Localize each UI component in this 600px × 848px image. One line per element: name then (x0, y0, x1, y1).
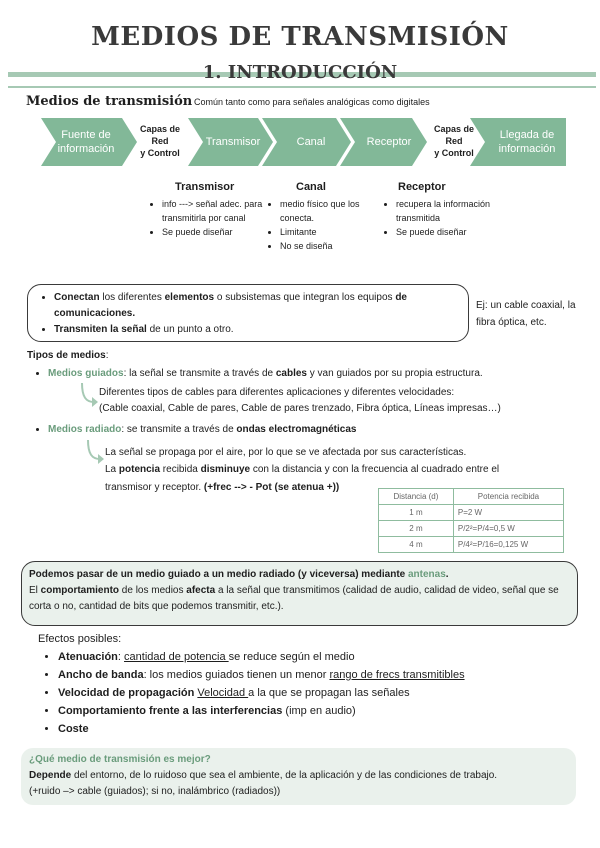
col-transmisor-list (148, 197, 270, 239)
effects-list (40, 648, 598, 738)
flow-source: Fuente de información (57, 129, 115, 155)
table-row (379, 521, 564, 537)
col-canal-list (266, 197, 378, 253)
list-item: • Transmiten la señal de un punto a otro. (54, 322, 460, 338)
list-item: • Ancho de banda: los medios guiados tienen un menor rango de frecs transmitibles (58, 666, 598, 684)
flow-transmitter: Transmisor (205, 136, 261, 148)
page-title: MEDIOS DE TRANSMISIÓN (91, 22, 509, 52)
list-item: • Velocidad de propagación Velocidad a la que se propagan las señales (58, 684, 598, 702)
list-item: • recupera la información transmitida (396, 197, 492, 225)
col-transmisor-heading: Transmisor (175, 181, 235, 193)
radiated-item (30, 422, 600, 438)
list-item: • info ---> señal adec. para transmitirla por canal (162, 197, 270, 225)
list-item: • medio físico que los conecta. (280, 197, 378, 225)
section-heading: Medios de transmisión (26, 94, 193, 109)
guided-item (30, 366, 600, 382)
table-header: Distancia (d) (379, 489, 454, 505)
types-heading: Tipos de medios: (27, 350, 109, 361)
power-table (378, 488, 564, 553)
radiated-detail-2: La potencia recibida disminuye con la distancia y con la frecuencia al cuadrado entre el (105, 464, 500, 475)
arrow-curve-icon (86, 440, 104, 466)
col-canal-heading: Canal (296, 181, 326, 193)
list-item: • Se puede diseñar (162, 225, 270, 239)
table-cell: 1 m (379, 505, 454, 521)
col-receptor-heading: Receptor (398, 181, 446, 193)
effects-heading: Efectos posibles: (38, 633, 122, 645)
list-item: • Medios guiados: la señal se transmite a través de cables y van guiados por su propia estructura. (48, 366, 600, 382)
list-item: • No se diseña (280, 239, 378, 253)
summary-text: Podemos pasar de un medio guiado a un medio radiado (y viceversa) mediante antenas. El comportamiento de los medios afecta a la señal que transmitimos (calidad de audio, calidad de video, señal que se corta o no, cantidad de bits que podemos transmitir, etc.). (29, 569, 559, 612)
subtitle-underline (8, 86, 596, 88)
list-item: • Medios radiado: se transmite a través de ondas electromagnéticas (48, 422, 600, 438)
flow-channel: Canal (296, 136, 326, 148)
flow-layers-right: Capas de Red y Control (433, 124, 475, 158)
table-cell: P=2 W (453, 505, 563, 521)
definition-list (40, 290, 460, 338)
list-item: • Comportamiento frente a las interferencias (imp en audio) (58, 702, 598, 720)
col-receptor-list (382, 197, 492, 239)
section-title: 1. INTRODUCCIÓN (202, 62, 398, 83)
guided-detail-1: Diferentes tipos de cables para diferentes aplicaciones y diferentes velocidades: (99, 387, 455, 398)
flow-receiver: Receptor (366, 136, 412, 148)
table-cell: 2 m (379, 521, 454, 537)
radiated-detail-3: transmisor y receptor. (+frec --> - Pot (se atenua +)) (105, 482, 340, 493)
flow-destination: Llegada de información (498, 129, 556, 155)
list-item: • Atenuación: cantidad de potencia se reduce según el medio (58, 648, 598, 666)
example-text: Ej: un cable coaxial, la fibra óptica, etc. (476, 300, 576, 328)
table-cell: P/2²=P/4=0,5 W (453, 521, 563, 537)
list-item: • Coste (58, 720, 598, 738)
flow-layers-left: Capas de Red y Control (139, 124, 181, 158)
list-item: • Limitante (280, 225, 378, 239)
table-row (379, 505, 564, 521)
list-item: • Se puede diseñar (396, 225, 492, 239)
table-header: Potencia recibida (453, 489, 563, 505)
radiated-detail-1: La señal se propaga por el aire, por lo que se ve afectada por sus características. (105, 447, 467, 458)
table-row (379, 537, 564, 553)
best-medium-text: ¿Qué medio de transmisión es mejor? Depende del entorno, de lo ruidoso que sea el ambiente, de la aplicación y de las condiciones de trabajo. (+ruido –> cable (guiados); si no, inalámbrico (radiados)) (29, 754, 498, 797)
table-cell: P/4²=P/16=0,125 W (453, 537, 563, 553)
guided-detail-2: (Cable coaxial, Cable de pares, Cable de pares trenzado, Fibra óptica, Líneas impresas…) (99, 403, 501, 414)
arrow-curve-icon (80, 383, 98, 409)
table-cell: 4 m (379, 537, 454, 553)
list-item: • Conectan los diferentes elementos o subsistemas que integran los equipos de comunicaciones. (54, 290, 460, 322)
section-note: Común tanto como para señales analógicas como digitales (194, 97, 430, 107)
